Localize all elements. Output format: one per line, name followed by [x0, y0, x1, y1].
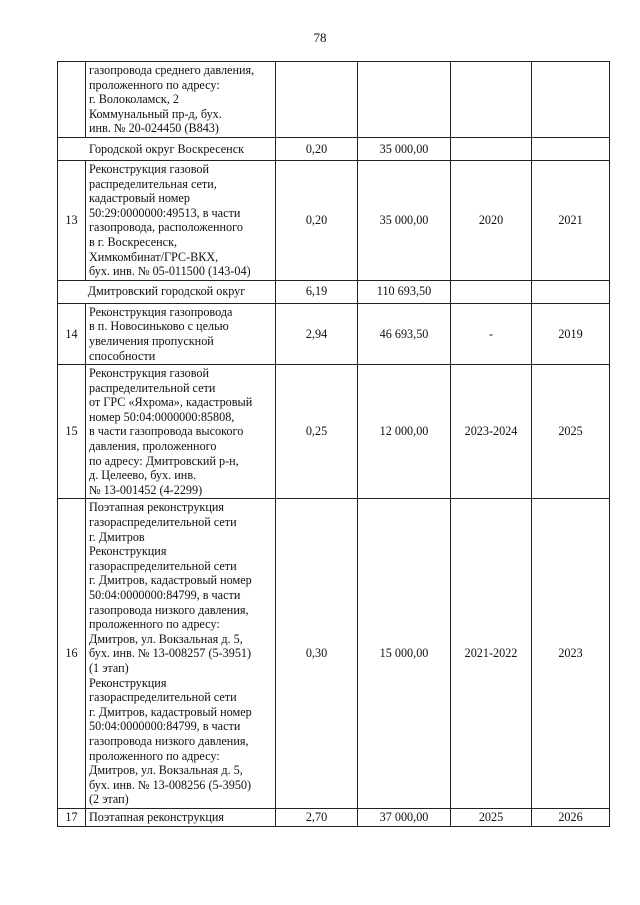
- group-end-year: [532, 280, 610, 303]
- table-row: [58, 499, 610, 808]
- table-row: [58, 365, 610, 499]
- table-row: [58, 62, 610, 138]
- row-start-year: 2020: [451, 160, 532, 280]
- group-start-year: [451, 137, 532, 160]
- row-description: Поэтапная реконструкция: [86, 808, 276, 826]
- row-start-year: 2023-2024: [451, 365, 532, 499]
- row-number: 16: [58, 499, 86, 808]
- row-cost: [358, 62, 451, 138]
- reconstruction-table: [57, 61, 610, 827]
- group-row: [58, 280, 610, 303]
- row-end-year: [532, 62, 610, 138]
- row-length: 2,70: [276, 808, 358, 826]
- group-start-year: [451, 280, 532, 303]
- group-length: 6,19: [276, 280, 358, 303]
- table-row: [58, 303, 610, 364]
- row-length: 2,94: [276, 303, 358, 364]
- row-length: [276, 62, 358, 138]
- row-end-year: 2023: [532, 499, 610, 808]
- row-end-year: 2019: [532, 303, 610, 364]
- row-description: Реконструкция газовой распределительной сети от ГРС «Яхрома», кадастровый номер 50:04:0000000:85808, в части газопровода высокого давления, проложенного по адресу: Дмитровский р-н, д. Целеево, бух. инв. № 13-001452 (4-2299): [86, 365, 276, 499]
- row-start-year: 2021-2022: [451, 499, 532, 808]
- row-cost: 12 000,00: [358, 365, 451, 499]
- row-length: 0,20: [276, 160, 358, 280]
- row-length: 0,25: [276, 365, 358, 499]
- row-end-year: 2026: [532, 808, 610, 826]
- group-name: Дмитровский городской округ: [58, 280, 276, 303]
- row-description: Реконструкция газопровода в п. Новосиньково с целью увеличения пропускной способности: [86, 303, 276, 364]
- row-description: газопровода среднего давления, проложенного по адресу: г. Волоколамск, 2 Коммунальный пр-д, бух. инв. № 20-024450 (В843): [86, 62, 276, 138]
- row-number: [58, 62, 86, 138]
- row-cost: 46 693,50: [358, 303, 451, 364]
- row-cost: 37 000,00: [358, 808, 451, 826]
- row-cost: 35 000,00: [358, 160, 451, 280]
- group-end-year: [532, 137, 610, 160]
- row-start-year: 2025: [451, 808, 532, 826]
- row-description: Реконструкция газовой распределительная сети, кадастровый номер 50:29:0000000:49513, в части газопровода, расположенного в г. Воскресенск, Химкомбинат/ГРС-ВКХ, бух. инв. № 05-011500 (143-04): [86, 160, 276, 280]
- row-length: 0,30: [276, 499, 358, 808]
- row-description: Поэтапная реконструкция газораспределительной сети г. Дмитров Реконструкция газораспределительной сети г. Дмитров, кадастровый номер 50:04:0000000:84799, в части газопровода низкого давления, проложенного по адресу: Дмитров, ул. Вокзальная д. 5, бух. инв. № 13-008257 (5-3951) (1 этап) Реконструкция газораспределительной сети г. Дмитров, кадастровый номер 50:04:0000000:84799, в части газопровода низкого давления, проложенного по адресу: Дмитров, ул. Вокзальная д. 5, бух. инв. № 13-008256 (5-3950) (2 этап): [86, 499, 276, 808]
- page-number: 78: [313, 30, 327, 45]
- table-row: [58, 160, 610, 280]
- row-start-year: -: [451, 303, 532, 364]
- group-cost: 35 000,00: [358, 137, 451, 160]
- group-name: Городской округ Воскресенск: [58, 137, 276, 160]
- row-cost: 15 000,00: [358, 499, 451, 808]
- row-end-year: 2021: [532, 160, 610, 280]
- row-number: 17: [58, 808, 86, 826]
- row-number: 14: [58, 303, 86, 364]
- row-start-year: [451, 62, 532, 138]
- group-row: [58, 137, 610, 160]
- row-number: 13: [58, 160, 86, 280]
- group-cost: 110 693,50: [358, 280, 451, 303]
- table-row: [58, 808, 610, 826]
- row-end-year: 2025: [532, 365, 610, 499]
- group-length: 0,20: [276, 137, 358, 160]
- row-number: 15: [58, 365, 86, 499]
